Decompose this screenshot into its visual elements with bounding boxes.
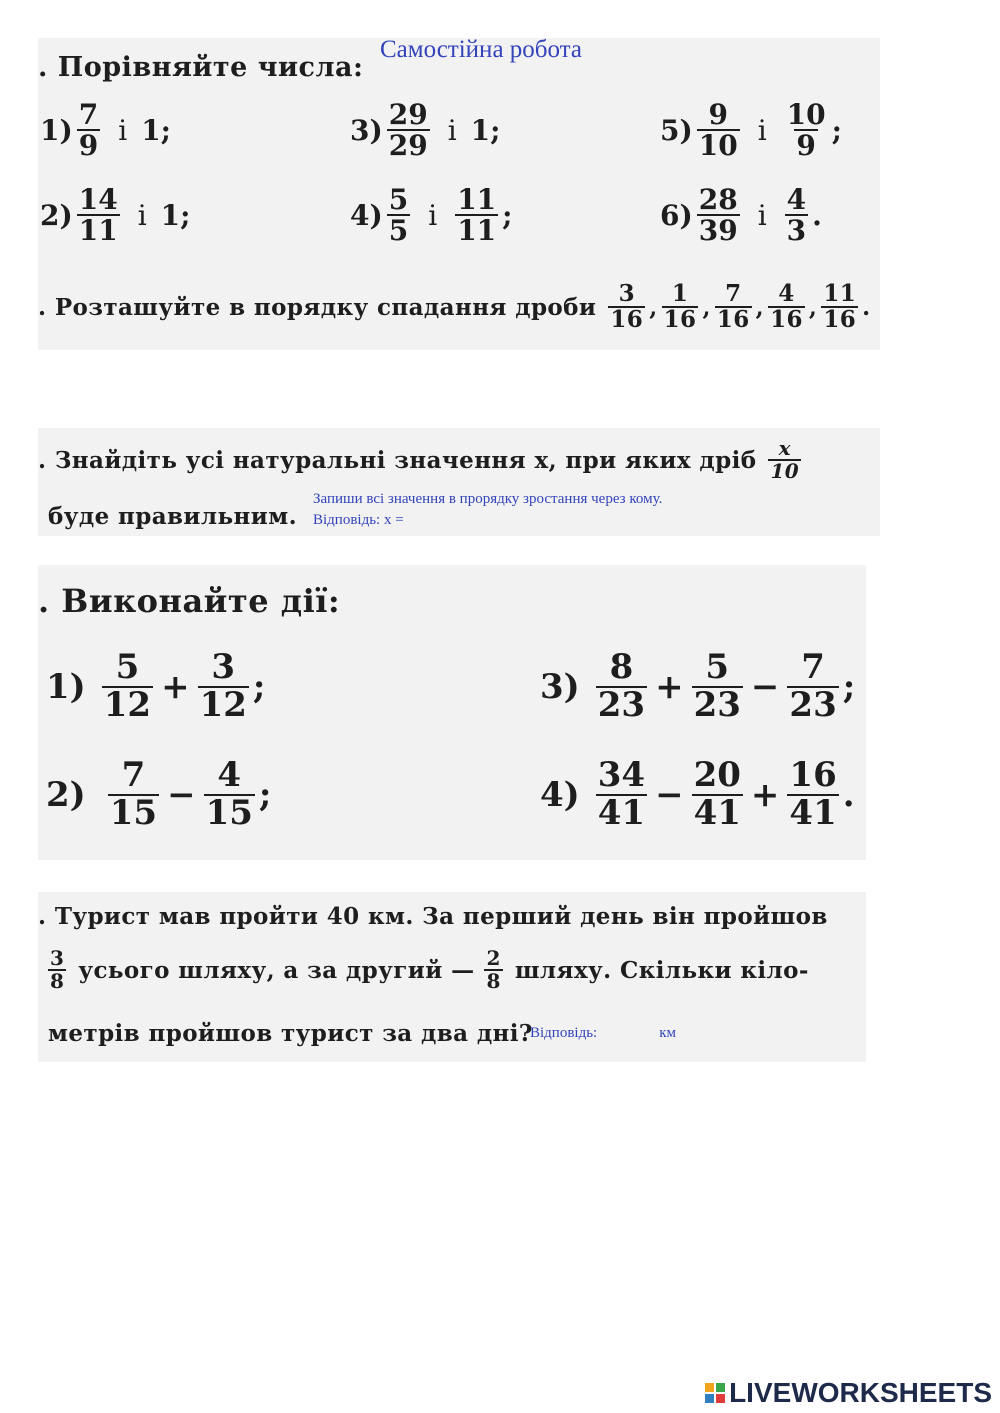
task3-line2: буде правильним. bbox=[48, 503, 298, 530]
task5-answer-label: Відповідь: bbox=[530, 1025, 598, 1041]
task2-text: . Розташуйте в порядку спадання дроби bbox=[38, 293, 597, 321]
task4-heading: . Виконайте дії: bbox=[38, 582, 341, 620]
liveworksheets-logo bbox=[705, 1377, 992, 1409]
task2: . Розташуйте в порядку спадання дроби $\frac{3}{16}$ , $\frac{1}{16}$ , $\frac{7}{16}$ , $\frac{4}{16}$ , $\frac{11}{16}$ . bbox=[38, 280, 871, 334]
task4-item-4: 4) $\frac{34}{41}$ − $\frac{20}{41}$ + $\frac{16}{41}$ . bbox=[540, 755, 855, 833]
task5-line3: метрів пройшов турист за два дні? bbox=[48, 1020, 533, 1047]
task5-line2: $\frac{3}{8}$ усього шляху, а за другий — $\frac{2}{8}$ шляху. Скільки кіло- bbox=[50, 946, 809, 993]
task3-line1: . Знайдіть усі натуральні значення x, при яких дріб $\frac{x}{10}$ bbox=[38, 436, 800, 483]
task5-answer bbox=[530, 1025, 676, 1042]
task3-hint: Запиши всі значення в прорядку зростання через кому. bbox=[313, 491, 663, 507]
logo-text: LIVEWORKSHEETS bbox=[729, 1377, 992, 1408]
task3-answer-input[interactable] bbox=[410, 513, 610, 529]
task1-item-6: 6) $\frac{28}{39}$ і $\frac{4}{3}$ . bbox=[660, 183, 822, 248]
task4-item-3: 3) $\frac{8}{23}$ + $\frac{5}{23}$ − $\frac{7}{23}$ ; bbox=[540, 647, 856, 725]
task5-unit: км bbox=[659, 1025, 677, 1041]
logo-mark-icon bbox=[705, 1383, 725, 1403]
task5-answer-input[interactable] bbox=[597, 1026, 659, 1042]
task1-item-1: 1) $\frac{7}{9}$ і 1 ; bbox=[40, 98, 172, 163]
task4-item-1: 1) $\frac{5}{12}$ + $\frac{3}{12}$ ; bbox=[46, 647, 266, 725]
task4-item-2: 2) $\frac{7}{15}$ − $\frac{4}{15}$ ; bbox=[46, 755, 272, 833]
page-title: Самостійна робота bbox=[380, 36, 583, 63]
task5-line1: . Турист мав пройти 40 км. За перший день він пройшов bbox=[38, 903, 828, 930]
task1-heading: . Порівняйте числа: bbox=[38, 52, 364, 83]
task1-item-2: 2) $\frac{14}{11}$ і 1 ; bbox=[40, 183, 191, 248]
task3-answer-label: Відповідь: x = bbox=[313, 512, 404, 528]
task1-item-5: 5) $\frac{9}{10}$ і $\frac{10}{9}$ ; bbox=[660, 98, 842, 163]
task1-item-4: 4) $\frac{5}{5}$ і $\frac{11}{11}$ ; bbox=[350, 183, 513, 248]
task3-answer bbox=[313, 512, 610, 529]
task1-item-3: 3) $\frac{29}{29}$ і 1 ; bbox=[350, 98, 501, 163]
